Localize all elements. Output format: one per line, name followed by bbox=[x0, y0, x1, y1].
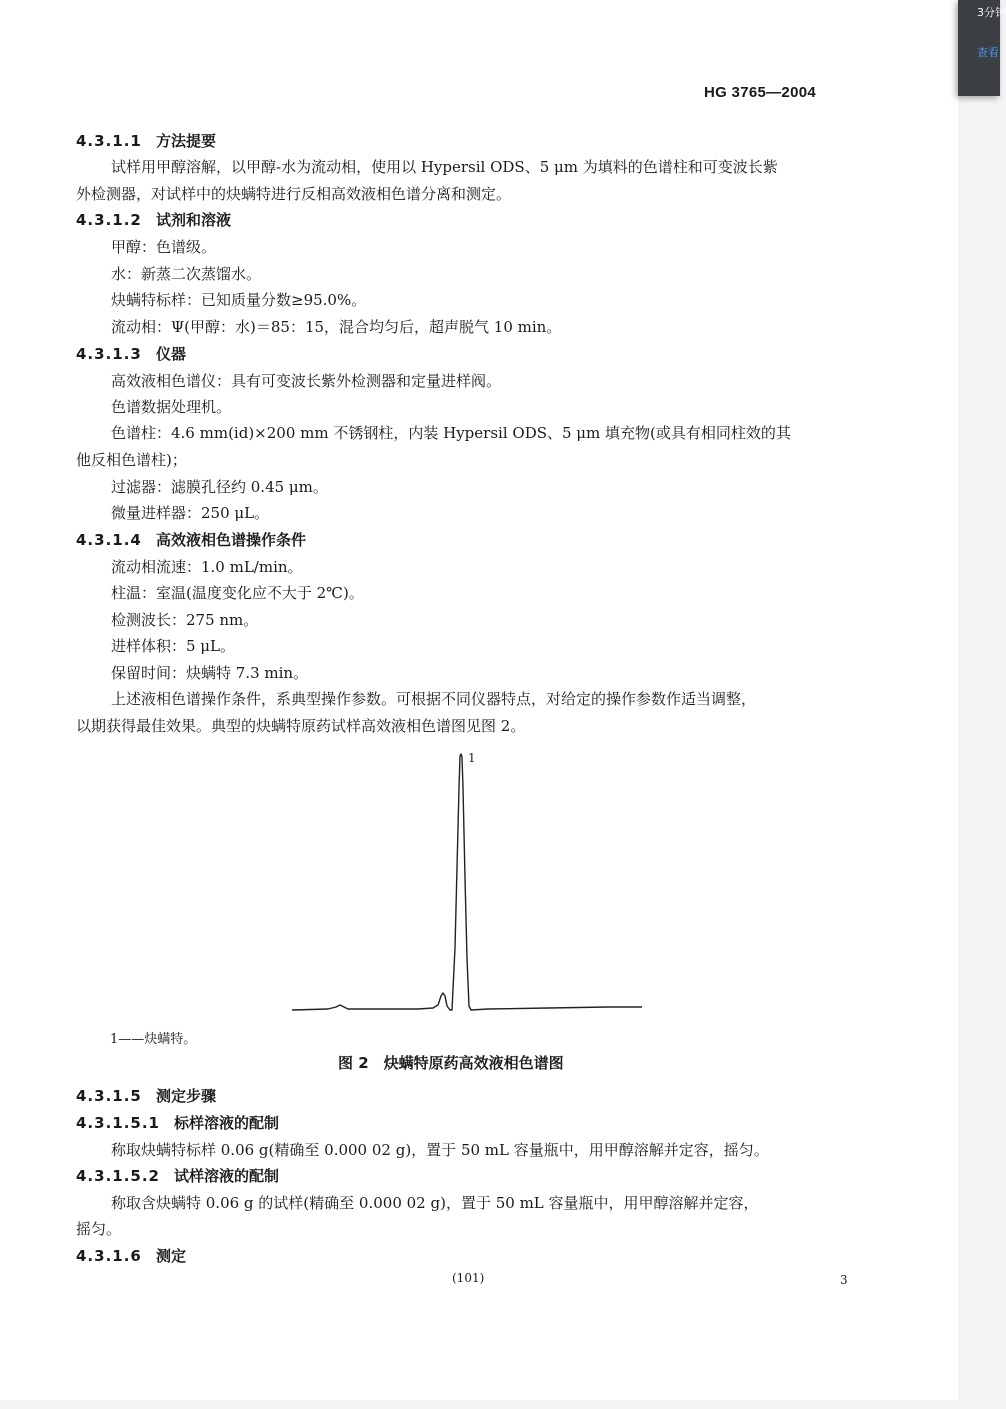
instrument-hplc: 高效液相色谱仪：具有可变波长紫外检测器和定量进样阀。 bbox=[111, 372, 502, 390]
section-heading-procedure bbox=[76, 1087, 216, 1105]
instrument-processor: 色谱数据处理机。 bbox=[111, 398, 232, 416]
section-title: 试样溶液的配制 bbox=[174, 1167, 280, 1185]
side-panel-text: 3分钟 bbox=[977, 6, 1006, 19]
condition-injection-volume: 进样体积：5 μL。 bbox=[111, 637, 236, 655]
section-title: 方法提要 bbox=[156, 132, 217, 150]
section-title: 测定步骤 bbox=[156, 1087, 217, 1105]
section-title: 标样溶液的配制 bbox=[174, 1114, 280, 1132]
standard-code: HG 3765—2004 bbox=[703, 84, 816, 101]
section-heading-determination bbox=[76, 1247, 186, 1265]
section-title: 仪器 bbox=[156, 345, 187, 363]
section-title: 测定 bbox=[156, 1247, 187, 1265]
instrument-filter: 过滤器：滤膜孔径约 0.45 μm。 bbox=[111, 478, 328, 496]
section-heading-sample-solution bbox=[76, 1167, 279, 1185]
section-number: 4.3.1.6 bbox=[76, 1247, 142, 1265]
section-number: 4.3.1.1 bbox=[76, 132, 142, 150]
section-number: 4.3.1.5.1 bbox=[76, 1114, 160, 1132]
condition-flow-rate: 流动相流速：1.0 mL/min。 bbox=[111, 558, 303, 576]
chromatogram-figure bbox=[288, 748, 648, 1018]
section-heading-instruments bbox=[76, 345, 186, 363]
figure-caption: 图 2 炔螨特原药高效液相色谱图 bbox=[338, 1054, 564, 1072]
reagent-mobile-phase: 流动相：Ψ(甲醇：水)＝85：15，混合均匀后，超声脱气 10 min。 bbox=[111, 318, 562, 336]
instrument-column-line-2: 他反相色谱柱)； bbox=[76, 451, 187, 469]
page-number: 3 bbox=[840, 1273, 848, 1287]
section-number: 4.3.1.3 bbox=[76, 345, 142, 363]
side-panel-link[interactable]: 查看 bbox=[977, 46, 999, 59]
condition-wavelength: 检测波长：275 nm。 bbox=[111, 611, 259, 629]
section-heading-standard-solution bbox=[76, 1114, 279, 1132]
side-popup-panel[interactable] bbox=[958, 0, 1006, 96]
reagent-standard: 炔螨特标样：已知质量分数≥95.0%。 bbox=[111, 291, 367, 309]
condition-note-line-2: 以期获得最佳效果。典型的炔螨特原药试样高效液相色谱图见图 2。 bbox=[76, 717, 526, 735]
section-number: 4.3.1.4 bbox=[76, 531, 142, 549]
section-heading-method-summary bbox=[76, 132, 216, 150]
reagent-methanol: 甲醇：色谱级。 bbox=[111, 238, 217, 256]
standard-prep-text: 称取炔螨特标样 0.06 g(精确至 0.000 02 g)，置于 50 mL 容量瓶中，用甲醇溶解并定容，摇匀。 bbox=[111, 1141, 769, 1159]
sample-prep-line-1: 称取含炔螨特 0.06 g 的试样(精确至 0.000 02 g)，置于 50 mL 容量瓶中，用甲醇溶解并定容， bbox=[111, 1194, 759, 1212]
summary-line-1: 试样用甲醇溶解，以甲醇-水为流动相，使用以 Hypersil ODS、5 μm 为填料的色谱柱和可变波长紫 bbox=[111, 158, 778, 176]
reagent-water: 水：新蒸二次蒸馏水。 bbox=[111, 265, 262, 283]
summary-line-2: 外检测器，对试样中的炔螨特进行反相高效液相色谱分离和测定。 bbox=[76, 185, 512, 203]
section-number: 4.3.1.5 bbox=[76, 1087, 142, 1105]
footer-sequence: (101) bbox=[452, 1271, 485, 1285]
instrument-syringe: 微量进样器：250 μL。 bbox=[111, 504, 270, 522]
section-number: 4.3.1.5.2 bbox=[76, 1167, 160, 1185]
peak-label: 1 bbox=[468, 751, 476, 765]
instrument-column-line-1: 色谱柱：4.6 mm(id)×200 mm 不锈钢柱，内装 Hypersil ODS、5 μm 填充物(或具有相同柱效的其 bbox=[111, 424, 791, 442]
condition-column-temp: 柱温：室温(温度变化应不大于 2℃)。 bbox=[111, 584, 364, 602]
section-heading-reagents bbox=[76, 211, 231, 229]
section-number: 4.3.1.2 bbox=[76, 211, 142, 229]
figure-legend: 1——炔螨特。 bbox=[110, 1032, 197, 1047]
chromatogram-trace bbox=[292, 754, 642, 1010]
condition-note-line-1: 上述液相色谱操作条件，系典型操作参数。可根据不同仪器特点，对给定的操作参数作适当调整， bbox=[111, 690, 757, 708]
section-title: 试剂和溶液 bbox=[156, 211, 232, 229]
condition-retention-time: 保留时间：炔螨特 7.3 min。 bbox=[111, 664, 309, 682]
sample-prep-line-2: 摇匀。 bbox=[76, 1220, 122, 1238]
section-title: 高效液相色谱操作条件 bbox=[156, 531, 307, 549]
section-heading-hplc-conditions bbox=[76, 531, 306, 549]
